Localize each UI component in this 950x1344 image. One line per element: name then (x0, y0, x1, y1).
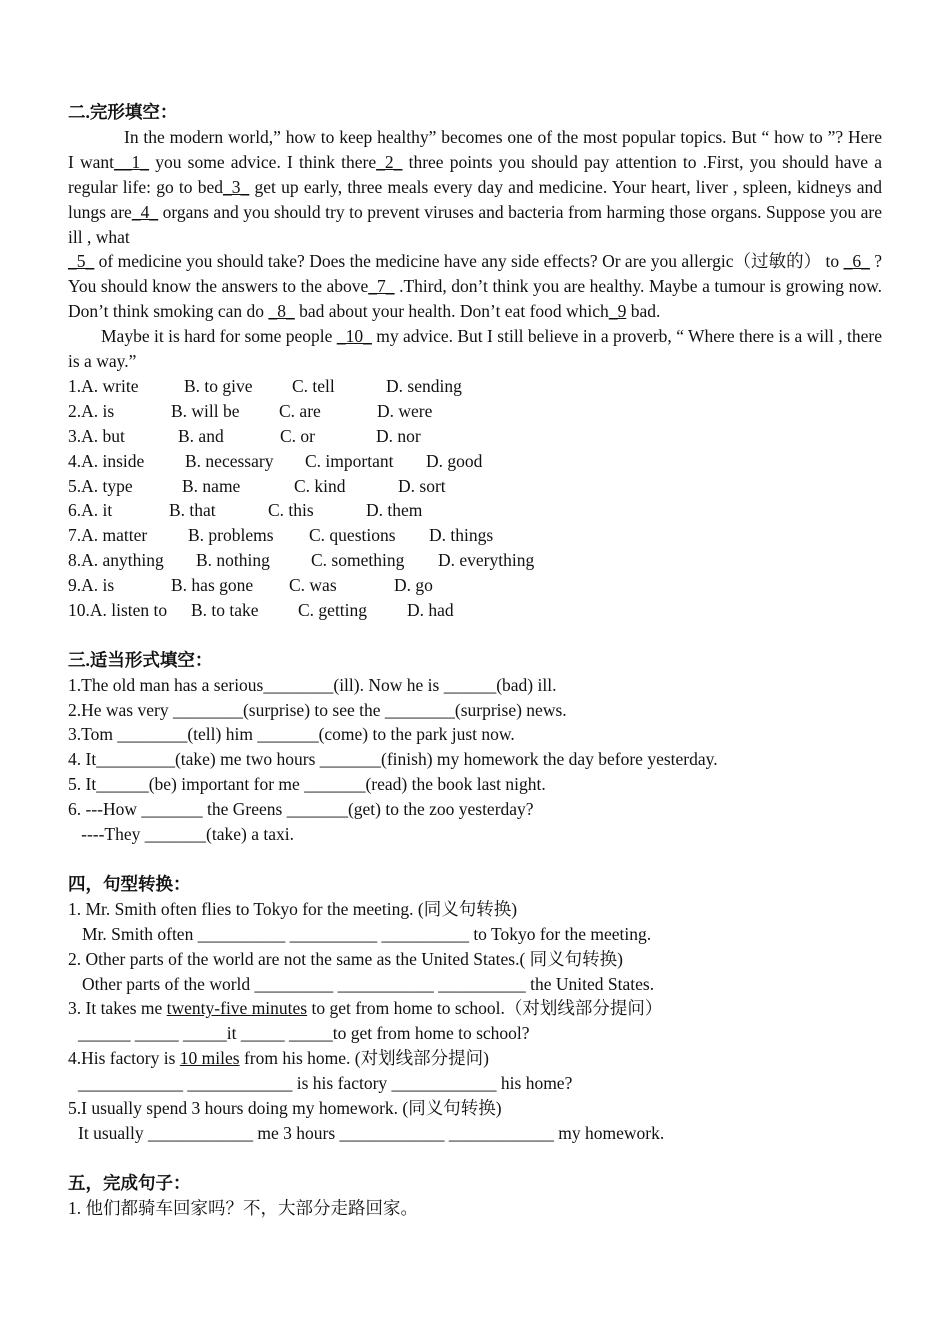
blank-run: _6_ (843, 251, 870, 272)
option-row (68, 424, 882, 449)
option-b: B. nothing (196, 550, 270, 571)
option-b: B. will be (171, 400, 240, 421)
option-c: C. important (305, 450, 394, 471)
option-b: B. and (178, 425, 224, 446)
question-line (68, 947, 882, 972)
text-run: In the modern world,” how to keep healthy” becomes one of the most popular topics. But “ how to ”? Here I want (68, 126, 882, 172)
section-5-heading: 五，完成句子： (68, 1172, 191, 1193)
option-d: D. them (366, 500, 423, 521)
text-run: ?You should know the answers to the above (68, 251, 882, 297)
option-c: C. or (280, 425, 315, 446)
answer-line: Other parts of the world _________ ___________ __________ the United States. (82, 973, 655, 994)
option-row (68, 523, 882, 548)
option-a: 4.A. inside (68, 450, 145, 471)
option-c: C. something (311, 550, 405, 571)
option-d: D. sort (398, 475, 446, 496)
option-b: B. name (182, 475, 241, 496)
text-question: to get from home to school.（对划线部分提问） (307, 998, 663, 1019)
option-d: D. had (407, 599, 454, 620)
option-c: C. was (289, 575, 337, 596)
option-b: B. problems (188, 525, 274, 546)
text-question: 4.His factory is (68, 1048, 180, 1069)
option-c: C. this (268, 500, 314, 521)
option-d: D. go (394, 575, 433, 596)
exercise-line: 6. ---How _______ the Greens _______(get) to the zoo yesterday? (68, 799, 534, 820)
option-row (68, 548, 882, 573)
option-a: 6.A. it (68, 500, 113, 521)
complete-sentence-list (68, 1196, 882, 1221)
option-c: C. tell (292, 375, 335, 396)
exercise-line: 2.He was very ________(surprise) to see the ________(surprise) news. (68, 699, 567, 720)
blank-run: _10_ (336, 326, 372, 347)
blank-run: _2_ (376, 151, 403, 172)
option-d: D. things (429, 525, 494, 546)
blank-run: _9 (608, 301, 627, 322)
text-run: you some advice. I think there (149, 151, 377, 172)
option-row (68, 598, 882, 623)
option-c: C. kind (294, 475, 346, 496)
option-a: 8.A. anything (68, 550, 164, 571)
worksheet-page (68, 100, 882, 1221)
answer-line: It usually ____________ me 3 hours ____________ ____________ my homework. (78, 1122, 665, 1143)
option-row (68, 474, 882, 499)
option-a: 2.A. is (68, 400, 115, 421)
question-line (68, 1096, 882, 1121)
fill-in-form-list (68, 673, 882, 847)
text-run: bad. (626, 301, 661, 322)
question-line (68, 897, 882, 922)
text-run: .Third, don’t think you are healthy. Maybe a tumour is growing now. Don’t think smoking can do (68, 276, 882, 322)
option-c: C. getting (298, 599, 368, 620)
option-b: B. to give (184, 375, 253, 396)
text-run: bad about your health. Don’t eat food which (294, 301, 609, 322)
section-4-heading: 四，句型转换： (68, 873, 191, 894)
option-d: D. were (377, 400, 433, 421)
text-question: 2. Other parts of the world are not the same as the United States.( 同义句转换) (68, 948, 624, 969)
exercise-line: 1.The old man has a serious________(ill). Now he is ______(bad) ill. (68, 674, 557, 695)
option-b: B. necessary (185, 450, 274, 471)
option-row (68, 573, 882, 598)
option-d: D. nor (376, 425, 421, 446)
answer-line: Mr. Smith often __________ __________ __________ to Tokyo for the meeting. (82, 923, 652, 944)
text-run: get up early, three meals every day and medicine. Your heart, liver , spleen, kidneys and lungs are (68, 176, 882, 222)
text-run: Maybe it is hard for some people (101, 326, 337, 347)
option-a: 9.A. is (68, 575, 115, 596)
option-a: 5.A. type (68, 475, 133, 496)
option-b: B. to take (191, 599, 259, 620)
text-question: from his home. (对划线部分提问) (239, 1048, 489, 1069)
blank-run: _7_ (368, 276, 395, 297)
option-b: B. that (169, 500, 216, 521)
section-3-heading: 三.适当形式填空： (68, 649, 213, 670)
option-d: D. good (426, 450, 483, 471)
blank-run: __1_ (114, 151, 150, 172)
option-row (68, 449, 882, 474)
option-a: 7.A. matter (68, 525, 148, 546)
question-line (68, 1046, 882, 1071)
option-a: 1.A. write (68, 375, 139, 396)
option-row (68, 374, 882, 399)
cloze-options-list (68, 374, 882, 623)
text-question: 3. It takes me (68, 998, 167, 1019)
option-c: C. are (279, 400, 321, 421)
section-2-heading: 二.完形填空： (68, 102, 178, 122)
option-row (68, 498, 882, 523)
blank-run: _5_ (68, 251, 95, 272)
blank-question: twenty-five minutes (166, 998, 308, 1019)
exercise-line: 5. It______(be) important for me _______(read) the book last night. (68, 774, 546, 795)
answer-line: ____________ ____________ is his factory ____________ his home? (78, 1073, 573, 1094)
cloze-passage-paragraph-1 (68, 125, 882, 324)
text-question: 1. Mr. Smith often flies to Tokyo for the meeting. (同义句转换) (68, 898, 518, 919)
exercise-line: ----They _______(take) a taxi. (68, 824, 294, 845)
cloze-passage-paragraph-2 (68, 324, 882, 374)
text-run: organs and you should try to prevent viruses and bacteria from harming those organs. Suppose you are ill , what (68, 201, 882, 247)
question-line (68, 996, 882, 1021)
blank-run: _3_ (223, 176, 250, 197)
option-b: B. has gone (171, 575, 254, 596)
option-d: D. sending (386, 375, 462, 396)
option-row (68, 399, 882, 424)
exercise-line: 4. It_________(take) me two hours _______(finish) my homework the day before yesterday. (68, 749, 718, 770)
option-a: 3.A. but (68, 425, 125, 446)
option-a: 10.A. listen to (68, 599, 168, 620)
blank-run: _8_ (268, 301, 295, 322)
blank-question: 10 miles (179, 1048, 240, 1069)
sentence-transform-list (68, 897, 882, 1146)
blank-run: _4_ (131, 201, 159, 222)
text-run: three points you should pay attention to .First, you should have a regular life: go to bed (68, 151, 882, 197)
exercise-line: 3.Tom ________(tell) him _______(come) to the park just now. (68, 724, 515, 745)
option-d: D. everything (438, 550, 535, 571)
option-c: C. questions (309, 525, 396, 546)
text-question: 5.I usually spend 3 hours doing my homework. (同义句转换) (68, 1098, 502, 1119)
exercise-line: 1. 他们都骑车回家吗？不，大部分走路回家。 (68, 1197, 418, 1218)
text-run: of medicine you should take? Does the medicine have any side effects? Or are you allergic（过敏的） to (94, 251, 844, 272)
text-run: my advice. But I still believe in a proverb, “ Where there is a will , there is a way.” (68, 326, 882, 372)
answer-line: ______ _____ _____it _____ _____to get from home to school? (78, 1023, 530, 1044)
